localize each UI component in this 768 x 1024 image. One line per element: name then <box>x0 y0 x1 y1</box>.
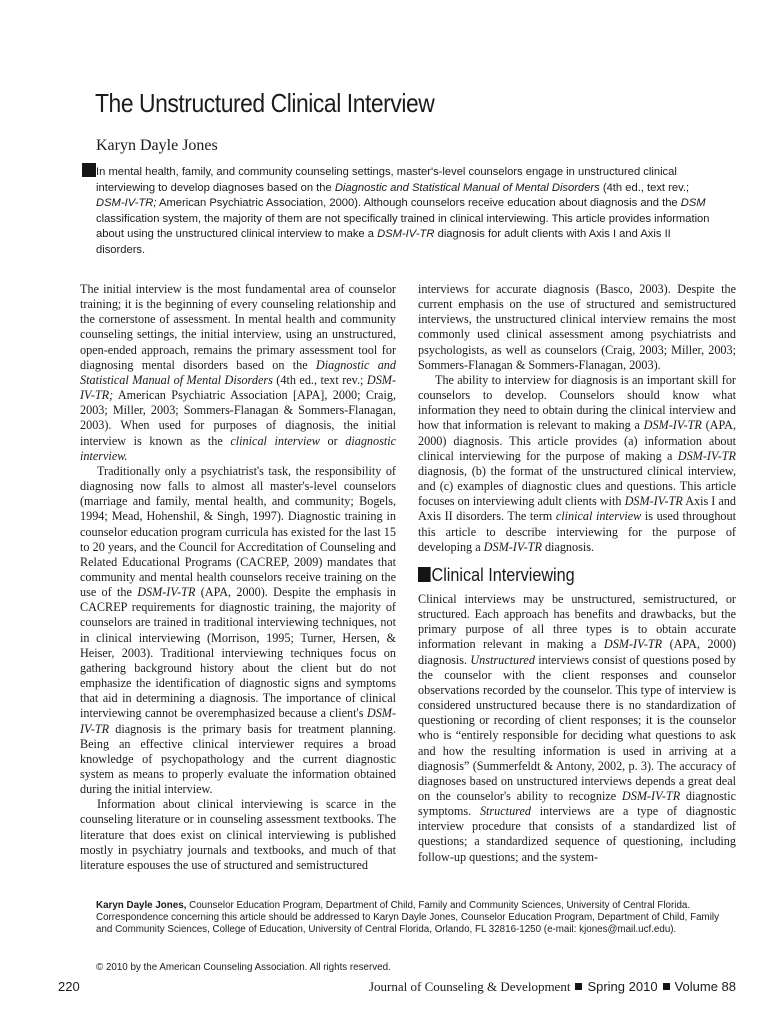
running-footer <box>369 979 736 995</box>
section-marker <box>418 567 431 582</box>
body-paragraph: Clinical interviews may be unstructured, semistructured, or structured. Each approach has benefits and drawbacks, but the primary purpose of all three types is to obtain accurate information relevant in making a DSM-IV-TR (APA, 2000) diagnosis. Unstructured interviews consist of questions posed by the counselor with the client responses and counselor observations recorded by the counselor. This type of interview is considered unstructured because there is no standardization of questioning or recording of client responses; it is the counselor who is “entirely responsible for deciding what questions to ask and how the resulting information is used in arriving at a diagnosis” (Summerfeldt & Antony, 2002, p. 3). The accuracy of diagnoses based on unstructured interviews depends a great deal on the counselor's ability to recognize DSM-IV-TR diagnostic symptoms. Structured interviews are a type of diagnostic interview procedure that consists of a standardized list of questions; a standardized sequence of questioning, including follow-up questions; and the system- <box>418 591 736 864</box>
body-paragraph: Traditionally only a psychiatrist's task, the responsibility of diagnosing now falls to almost all master's-level counselors (marriage and family, mental health, and community; Bogels, 1994; Mead, Hohenshil, & Singh, 1997). Diagnostic training in counselor education program curricula has existed for the last 15 to 20 years, and the Council for Accreditation of Counseling and Related Educational Programs (CACREP, 2009) mandates that community and mental health counselors receive training on the use of the DSM-IV-TR (APA, 2000). Despite the emphasis in CACREP requirements for diagnostic training, the majority of counselors are trained in traditional interviewing techniques, not in clinical interviewing (Morrison, 1995; Turner, Hersen, & Heiser, 2003). Traditional interviewing techniques focus on gathering background history about the client but do not emphasize the identification of diagnostic signs and symptoms that aid in determining a diagnosis. The importance of clinical interviewing cannot be overemphasized because a client's DSM-IV-TR diagnosis is the primary basis for treatment planning. Being an effective clinical interviewer requires a broad knowledge of psychopathology and the current diagnostic system as means to properly evaluate the information obtained during the initial interview. <box>80 463 396 797</box>
body-column-right <box>418 282 736 865</box>
author-footnote: Karyn Dayle Jones, Counselor Education Program, Department of Child, Family and Community Sciences, University of Central Florida. Correspondence concerning this article should be addressed to Karyn Dayle Jones, Counselor Education Program, Department of Child, Family and Community Sciences, College of Education, University of Central Florida, Orlando, FL 32816-1250 (e-mail: kjones@mail.ucf.edu). <box>96 900 719 936</box>
copyright-notice: © 2010 by the American Counseling Association. All rights reserved. <box>96 962 391 973</box>
page-number: 220 <box>58 979 80 994</box>
body-column-left <box>80 282 396 873</box>
volume-label: Volume 88 <box>674 979 736 994</box>
abstract-marker <box>82 163 96 177</box>
abstract: In mental health, family, and community counseling settings, master's-level counselors engage in unstructured clinical interviewing to develop diagnoses based on the Diagnostic and Statistical Manual of Mental Disorders (4th ed., text rev.; DSM-IV-TR; American Psychiatric Association, 2000). Although counselors receive education about diagnosis and the DSM classification system, the majority of them are not specifically trained in clinical interviewing. This article provides information about using the unstructured clinical interview to make a DSM-IV-TR diagnosis for adult clients with Axis I and Axis II disorders. <box>96 163 710 258</box>
separator-square <box>575 983 582 990</box>
separator-square <box>663 983 670 990</box>
body-paragraph: interviews for accurate diagnosis (Basco, 2003). Despite the current emphasis on the use of structured and semistructured interviews, the unstructured clinical interview remains the most commonly used clinical assessment among psychiatrists and psychologists, as well as counselors (Craig, 2003; Miller, 2003; Sommers-Flanagan & Sommers-Flanagan, 2003). <box>418 282 736 372</box>
section-heading: Clinical Interviewing <box>418 567 704 583</box>
issue-label: Spring 2010 <box>587 979 658 994</box>
body-paragraph: The ability to interview for diagnosis is an important skill for counselors to develop. Counselors should know what information they need to obtain during the clinical interview and how that information is relevant to making a DSM-IV-TR (APA, 2000) diagnosis. This article provides (a) information about clinical interviewing for the purpose of making a DSM-IV-TR diagnosis, (b) the format of the unstructured clinical interview, and (c) examples of diagnostic clues and questions. This article focuses on interviewing adult clients with DSM-IV-TR Axis I and Axis II disorders. The term clinical interview is used throughout this article to describe interviewing for the purpose of developing a DSM-IV-TR diagnosis. <box>418 372 736 554</box>
body-paragraph: The initial interview is the most fundamental area of counselor training; it is the beginning of every counseling relationship and the cornerstone of assessment. In mental health and community counseling settings, the initial interview, using an unstructured, open-ended approach, remains the primary assessment tool for diagnosing mental disorders based on the Diagnostic and Statistical Manual of Mental Disorders (4th ed., text rev.; DSM-IV-TR; American Psychiatric Association [APA], 2000; Craig, 2003; Miller, 2003; Sommers-Flanagan & Sommers-Flanagan, 2003). When used for purposes of diagnosis, the initial interview is known as the clinical interview or diagnostic interview. <box>80 282 397 463</box>
journal-name: Journal of Counseling & Development <box>368 979 571 994</box>
article-author: Karyn Dayle Jones <box>96 137 218 154</box>
article-title: The Unstructured Clinical Interview <box>95 88 435 118</box>
body-paragraph: Information about clinical interviewing is scarce in the counseling literature or in counseling assessment textbooks. The literature that does exist on clinical interviewing is published mostly in psychiatry journals and textbooks, and much of that literature espouses the use of structured and semistructured <box>80 797 396 872</box>
